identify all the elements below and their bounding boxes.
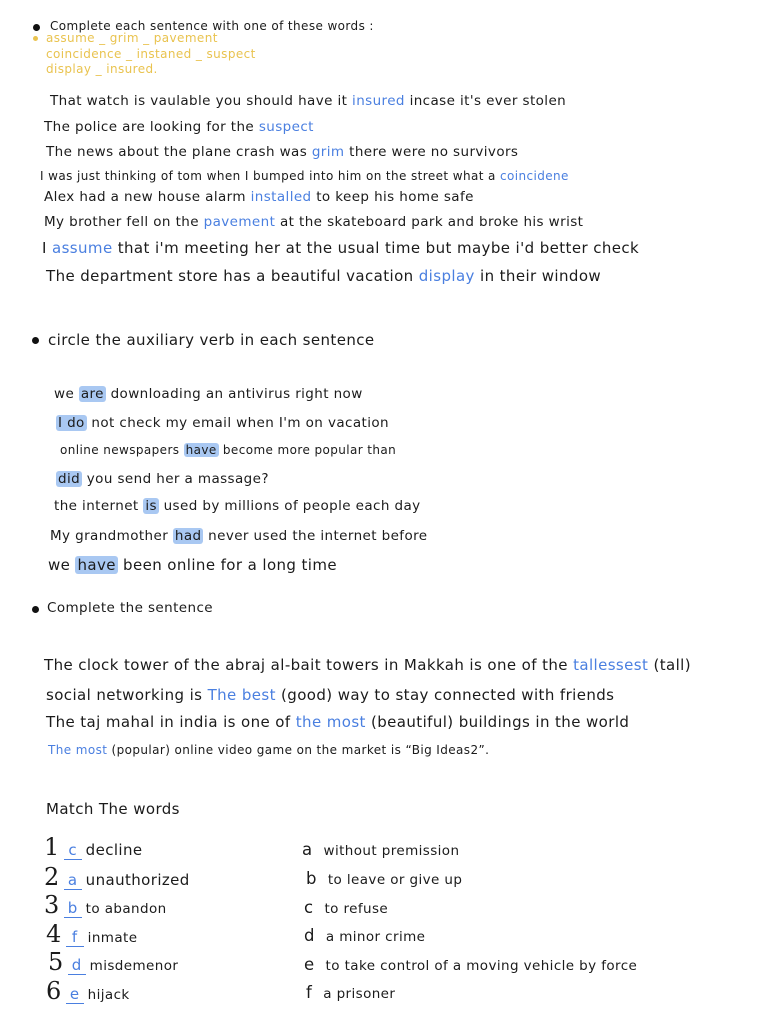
match-right-item: [306, 869, 462, 888]
sentence-text: to keep his home safe: [311, 189, 474, 205]
answer-word: coincidene: [500, 169, 569, 183]
sentence-text: been online for a long time: [117, 556, 338, 574]
match-answer: a: [64, 871, 82, 890]
sentence-text: (popular) online video game on the market is “Big Ideas2”.: [107, 743, 490, 757]
sentence: [60, 443, 396, 457]
sentence-text: The department store has a beautiful vacation: [46, 267, 419, 285]
sentence-text: The police are looking for the: [44, 119, 259, 135]
sentence-text: that i'm meeting her at the usual time but maybe i'd better check: [112, 239, 640, 257]
match-definition: without premission: [323, 843, 460, 859]
sentence-text: (beautiful) buildings in the world: [365, 713, 630, 731]
match-definition: a minor crime: [325, 929, 426, 945]
sentence: [42, 239, 639, 257]
sentence-text: The news about the plane crash was: [46, 144, 312, 160]
sentence-text: Alex had a new house alarm: [44, 189, 251, 205]
bullet-dot: [33, 24, 40, 31]
sentence: [46, 267, 601, 285]
sentence-text: incase it's ever stolen: [404, 93, 567, 109]
match-number: 3: [44, 891, 60, 919]
match-answer: e: [66, 985, 84, 1004]
match-right-item: [304, 898, 388, 917]
sentence-text: you send her a massage?: [82, 471, 269, 487]
sentence-text: I: [42, 239, 52, 257]
sentence: [46, 686, 614, 704]
sentence-text: social networking is: [46, 686, 208, 704]
match-left-item: [44, 891, 167, 919]
auxiliary-highlight: have: [77, 556, 116, 574]
match-answer: c: [64, 841, 82, 860]
section4-title: Match The words: [46, 800, 180, 818]
sentence: [48, 743, 489, 757]
match-definition: to leave or give up: [327, 872, 463, 888]
match-answer: f: [66, 928, 84, 947]
word-bank-line: coincidence _ instaned _ suspect: [46, 47, 256, 61]
match-word: decline: [85, 841, 143, 859]
sentence: [44, 656, 691, 674]
answer-word: insured: [352, 93, 405, 109]
sentence-text: we: [48, 556, 76, 574]
bullet-dot: [33, 36, 38, 41]
auxiliary-highlight: have: [185, 443, 217, 457]
match-number: 5: [48, 948, 64, 976]
match-left-item: [46, 920, 137, 948]
match-letter: f: [306, 983, 313, 1002]
sentence-text: My brother fell on the: [44, 214, 204, 230]
answer-word: display: [418, 267, 475, 285]
match-answer: b: [64, 899, 82, 918]
sentence: [56, 471, 269, 487]
sentence: [54, 386, 363, 402]
sentence-text: at the skateboard park and broke his wrist: [275, 214, 584, 230]
match-left-item: [48, 948, 178, 976]
sentence-text: the internet: [54, 498, 144, 514]
auxiliary-highlight: had: [174, 528, 202, 544]
match-right-item: [304, 926, 425, 945]
answer-word: The most: [48, 743, 108, 757]
answer-word: The best: [207, 686, 276, 704]
answer-word: the most: [295, 713, 366, 731]
match-letter: d: [304, 926, 315, 945]
match-word: to abandon: [85, 901, 167, 917]
auxiliary-highlight: I do: [58, 415, 85, 431]
sentence-text: in their window: [474, 267, 602, 285]
auxiliary-highlight: did: [58, 471, 81, 487]
match-definition: to take control of a moving vehicle by force: [325, 958, 638, 974]
sentence-text: The clock tower of the abraj al-bait towers in Makkah is one of the: [44, 656, 574, 674]
match-number: 6: [46, 977, 62, 1005]
match-left-item: [44, 833, 143, 861]
match-number: 1: [44, 833, 60, 861]
match-number: 2: [44, 863, 60, 891]
word-bank-line: assume _ grim _ pavement: [46, 31, 218, 45]
answer-word: installed: [250, 189, 312, 205]
match-word: hijack: [87, 987, 130, 1003]
match-right-item: [304, 955, 637, 974]
section1-instruction: Complete each sentence with one of these words :: [50, 19, 374, 33]
match-left-item: [44, 863, 190, 891]
sentence-text: The taj mahal in india is one of: [46, 713, 296, 731]
sentence-text: never used the internet before: [203, 528, 428, 544]
sentence: [40, 169, 569, 183]
match-number: 4: [46, 920, 62, 948]
match-letter: b: [306, 869, 317, 888]
sentence-text: I was just thinking of tom when I bumped into him on the street what a: [40, 169, 501, 183]
sentence-text: My grandmother: [50, 528, 173, 544]
sentence-text: online newspapers: [60, 443, 184, 457]
sentence-text: not check my email when I'm on vacation: [86, 415, 389, 431]
sentence: [46, 144, 518, 160]
match-definition: a prisoner: [323, 986, 396, 1002]
answer-word: tallessest: [573, 656, 649, 674]
match-letter: a: [302, 840, 313, 859]
auxiliary-highlight: is: [145, 498, 157, 514]
sentence: [44, 214, 583, 230]
answer-word: assume: [52, 239, 113, 257]
sentence: [46, 713, 629, 731]
sentence: [44, 189, 474, 205]
match-answer: d: [68, 956, 86, 975]
match-definition: to refuse: [324, 901, 389, 917]
section2-instruction: circle the auxiliary verb in each sentence: [48, 331, 375, 349]
sentence: [50, 93, 566, 109]
section3-instruction: Complete the sentence: [47, 600, 213, 616]
match-right-item: [302, 840, 459, 859]
match-right-item: [306, 983, 395, 1002]
sentence: [44, 119, 314, 135]
sentence-text: (good) way to stay connected with friends: [275, 686, 615, 704]
match-word: misdemenor: [89, 958, 179, 974]
answer-word: grim: [311, 144, 345, 160]
sentence: [54, 498, 421, 514]
sentence-text: become more popular than: [218, 443, 397, 457]
sentence-text: (tall): [648, 656, 691, 674]
match-word: unauthorized: [85, 871, 190, 889]
sentence-text: That watch is vaulable you should have it: [50, 93, 353, 109]
sentence-text: downloading an antivirus right now: [105, 386, 363, 402]
sentence: [56, 415, 389, 431]
auxiliary-highlight: are: [80, 386, 104, 402]
sentence: [50, 528, 427, 544]
sentence-text: there were no survivors: [344, 144, 519, 160]
word-bank-line: display _ insured.: [46, 62, 158, 76]
match-letter: e: [304, 955, 315, 974]
bullet-dot: [32, 606, 39, 613]
sentence: [48, 556, 337, 574]
bullet-dot: [32, 337, 39, 344]
sentence-text: we: [54, 386, 79, 402]
answer-word: pavement: [203, 214, 276, 230]
match-word: inmate: [87, 930, 138, 946]
sentence-text: used by millions of people each day: [158, 498, 421, 514]
answer-word: suspect: [258, 119, 314, 135]
match-letter: c: [304, 898, 314, 917]
match-left-item: [46, 977, 130, 1005]
